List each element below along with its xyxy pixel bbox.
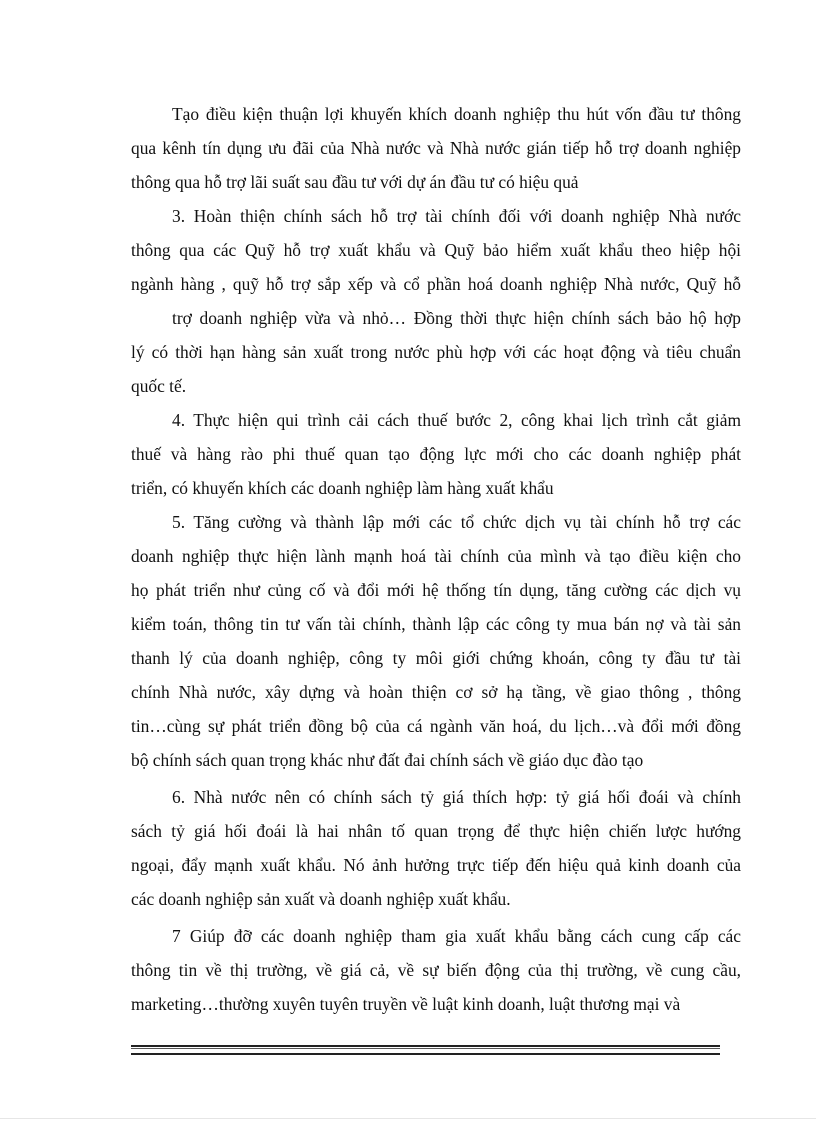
text-line: quốc tế. [131,376,187,396]
text-line: các doanh nghiệp sản xuất và doanh nghiệp xuất khẩu. [131,889,511,909]
text-line: thông tin về thị trường, về giá cả, về sự biến động của thị trường, về cung cầu, [131,960,741,980]
text-line: 4. Thực hiện qui trình cải cách thuế bước 2, công khai lịch trình cắt giảm [172,410,741,430]
text-line: chính Nhà nước, xây dựng và hoàn thiện cơ sở hạ tầng, về giao thông , thông [131,682,741,702]
text-line: marketing…thường xuyên tuyên truyền về luật kinh doanh, luật thương mại và [131,994,681,1014]
text-line: ngoại, đẩy mạnh xuất khẩu. Nó ảnh hưởng trực tiếp đến hiệu quả kinh doanh của [131,855,741,875]
text-line: triển, có khuyến khích các doanh nghiệp làm hàng xuất khẩu [131,478,554,498]
text-line: 6. Nhà nước nên có chính sách tỷ giá thích hợp: tỷ giá hối đoái và chính [172,787,741,807]
text-line: doanh nghiệp thực hiện lành mạnh hoá tài chính của mình và tạo điều kiện cho [131,546,741,566]
text-line: sách tỷ giá hối đoái là hai nhân tố quan trọng để thực hiện chiến lược hướng [131,821,741,841]
text-line: 3. Hoàn thiện chính sách hỗ trợ tài chính đối với doanh nghiệp Nhà nước [172,206,741,226]
text-line: qua kênh tín dụng ưu đãi của Nhà nước và Nhà nước gián tiếp hỗ trợ doanh nghiệp [131,138,741,158]
text-line: họ phát triển như củng cố và đổi mới hệ thống tín dụng, tăng cường các dịch vụ [131,580,741,600]
text-line: 7 Giúp đỡ các doanh nghiệp tham gia xuất khẩu bằng cách cung cấp các [172,926,741,946]
text-line: thuế và hàng rào phi thuế quan tạo động lực mới cho các doanh nghiệp phát [131,444,741,464]
text-line: ngành hàng , quỹ hỗ trợ sắp xếp và cổ phần hoá doanh nghiệp Nhà nước, Quỹ hỗ [131,274,741,294]
text-line: trợ doanh nghiệp vừa và nhỏ… Đồng thời thực hiện chính sách bảo hộ hợp [172,308,741,328]
text-line: thông qua hỗ trợ lãi suất sau đầu tư với dự án đầu tư có hiệu quả [131,172,579,192]
text-line: bộ chính sách quan trọng khác như đất đai chính sách về giáo dục đào tạo [131,750,644,770]
text-line: 5. Tăng cường và thành lập mới các tổ chức dịch vụ tài chính hỗ trợ các [172,512,741,532]
text-line: kiểm toán, thông tin tư vấn tài chính, thành lập các công ty mua bán nợ và tài sản [131,614,741,634]
text-line: thanh lý của doanh nghiệp, công ty môi giới chứng khoán, công ty đầu tư tài [131,648,741,668]
text-line: Tạo điều kiện thuận lợi khuyến khích doanh nghiệp thu hút vốn đầu tư thông [172,104,741,124]
footer-divider [131,1045,720,1055]
text-line: lý có thời hạn hàng sản xuất trong nước phù hợp với các hoạt động và tiêu chuẩn [131,342,741,362]
text-line: thông qua các Quỹ hỗ trợ xuất khẩu và Quỹ bảo hiểm xuất khẩu theo hiệp hội [131,240,741,260]
text-line: tin…cùng sự phát triển đồng bộ của cá ngành văn hoá, du lịch…và đổi mới đồng [131,716,741,736]
page-edge [0,1118,816,1119]
